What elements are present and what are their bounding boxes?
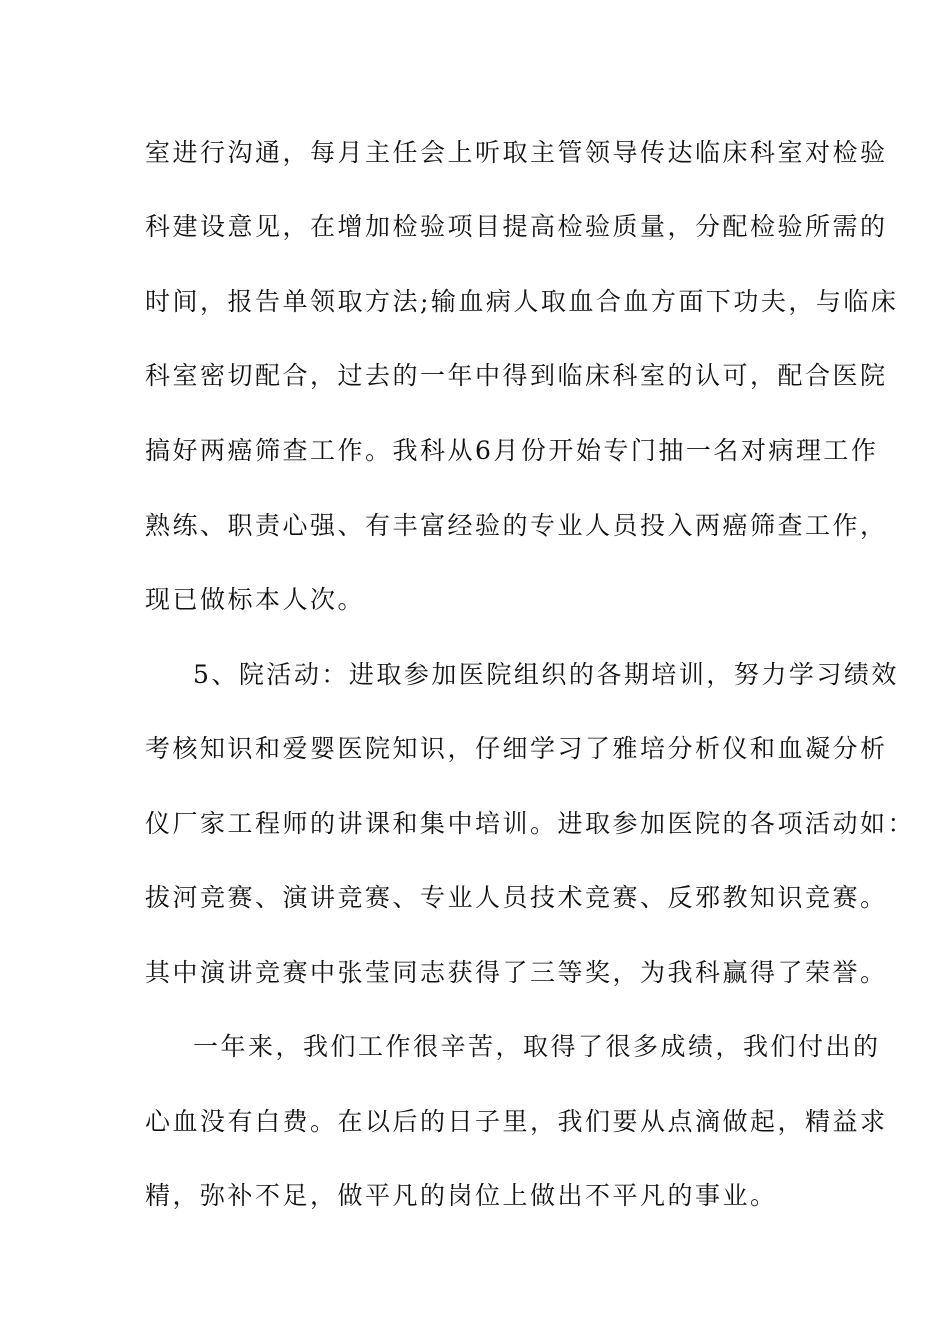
text-line: 其中演讲竞赛中张莹同志获得了三等奖，为我科赢得了荣誉。 [145,958,888,987]
paragraph-start-line: 一年来，我们工作很辛苦，取得了很多成绩，我们付出的 [193,1032,881,1061]
text-line: 搞好两癌筛查工作。我科从6月份开始专门抽一名对病理工作 [145,436,879,465]
paragraph-start-line: 5、院活动：进取参加医院组织的各期培训，努力学习绩效 [193,660,899,689]
text-line: 考核知识和爱婴医院知识，仔细学习了雅培分析仪和血凝分析 [145,734,888,763]
text-line: 科室密切配合，过去的一年中得到临床科室的认可，配合医院 [145,361,888,390]
text-line: 科建设意见，在增加检验项目提高检验质量，分配检验所需的 [145,212,888,241]
text-line: 仪厂家工程师的讲课和集中培训。进取参加医院的各项活动如： [145,809,916,838]
text-line: 精，弥补不足，做平凡的岗位上做出不平凡的事业。 [145,1181,778,1210]
text-line: 时间，报告单领取方法;输血病人取血合血方面下功夫，与临床 [145,287,899,316]
text-line: 心血没有白费。在以后的日子里，我们要从点滴做起，精益求 [145,1107,888,1136]
text-line: 现已做标本人次。 [145,585,366,614]
text-line: 拔河竞赛、演讲竞赛、专业人员技术竞赛、反邪教知识竞赛。 [145,883,888,912]
text-line: 室进行沟通，每月主任会上听取主管领导传达临床科室对检验 [145,138,888,167]
text-line: 熟练、职责心强、有丰富经验的专业人员投入两癌筛查工作， [145,511,888,540]
